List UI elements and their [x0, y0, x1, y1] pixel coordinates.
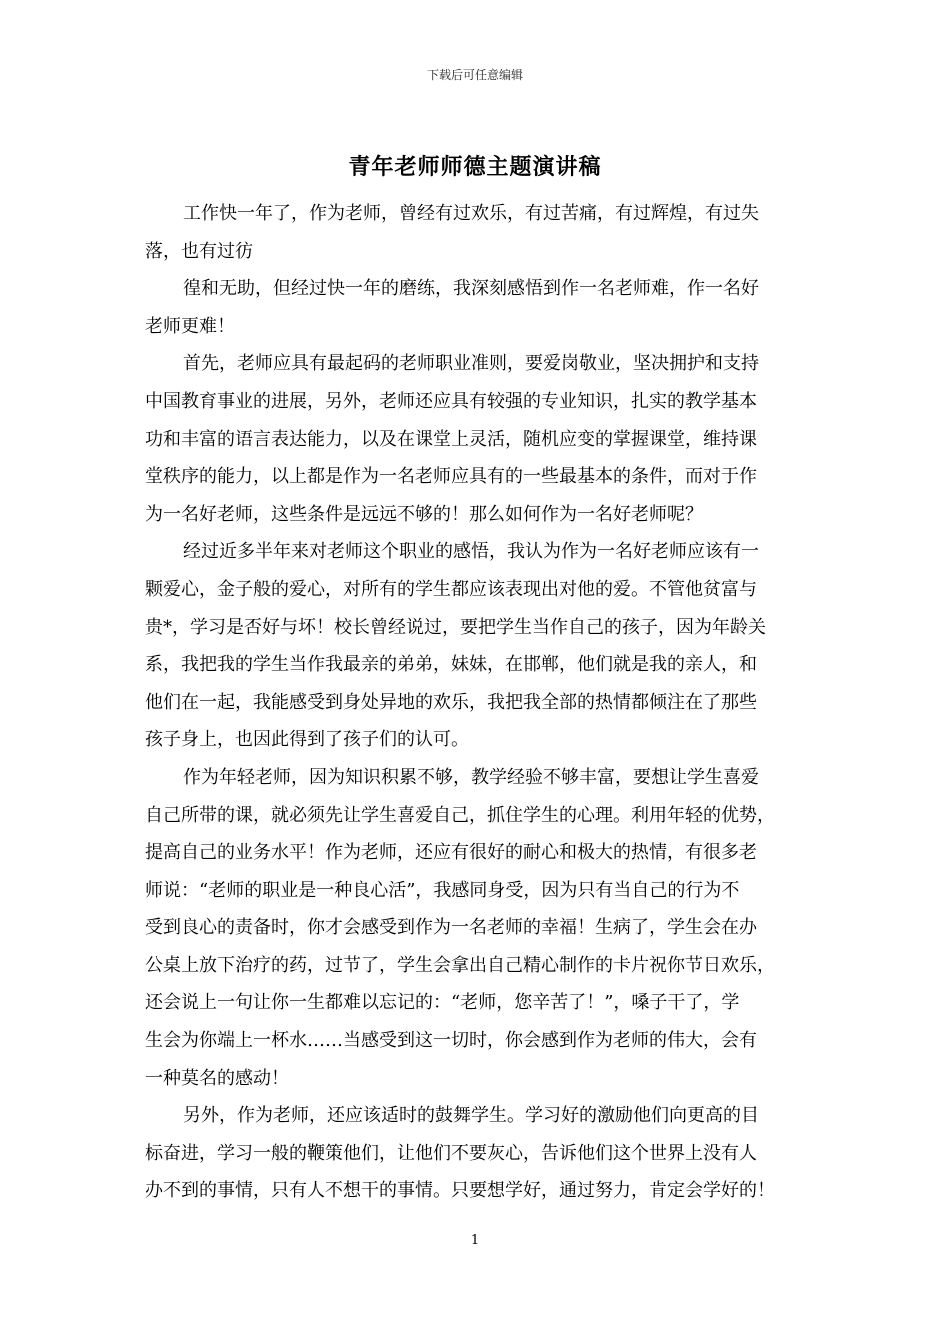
paragraph-line: 作为年轻老师，因为知识积累不够，教学经验不够丰富，要想让学生喜爱: [183, 766, 759, 788]
paragraph-line: 功和丰富的语言表达能力，以及在课堂上灵活，随机应变的掌握课堂，维持课: [145, 428, 757, 450]
paragraph-line: 徨和无助，但经过快一年的磨练，我深刻感悟到作一名老师难，作一名好: [183, 278, 759, 300]
paragraph-line: 系，我把我的学生当作我最亲的弟弟，妹妹，在邯郸，他们就是我的亲人，和: [145, 654, 757, 676]
paragraph-line: 颗爱心，金子般的爱心，对所有的学生都应该表现出对他的爱。不管他贫富与: [145, 578, 757, 600]
document-body: [145, 195, 821, 1210]
paragraph: [145, 345, 821, 533]
page-number: 1: [470, 1233, 480, 1248]
paragraph-line: 孩子身上，也因此得到了孩子们的认可。: [145, 729, 469, 751]
paragraph-line: 首先，老师应具有最起码的老师职业准则，要爱岗敬业，坚决拥护和支持: [183, 353, 759, 375]
paragraph: [145, 1097, 821, 1210]
paragraph: [145, 759, 821, 1097]
paragraph: [145, 195, 821, 270]
paragraph-line: 公桌上放下治疗的药，过节了，学生会拿出自己精心制作的卡片祝你节日欢乐，: [145, 954, 775, 976]
paragraph-line: 工作快一年了，作为老师，曾经有过欢乐，有过苦痛，有过辉煌，有过失: [183, 203, 759, 224]
paragraph-line: 师说：“老师的职业是一种良心活”，我感同身受，因为只有当自己的行为不: [145, 879, 740, 901]
paragraph-line: 办不到的事情，只有人不想干的事情。只要想学好，通过努力，肯定会学好的！: [145, 1180, 775, 1202]
paragraph-line: 老师更难！: [145, 315, 235, 337]
paragraph-line: 中国教育事业的进展，另外，老师还应具有较强的专业知识，扎实的教学基本: [145, 390, 757, 412]
document-title: 青年老师师德主题演讲稿: [348, 154, 602, 180]
header-note: 下载后可任意编辑: [426, 68, 523, 82]
paragraph-line: 一种莫名的感动！: [145, 1067, 289, 1089]
paragraph-line: 落，也有过彷: [145, 240, 253, 262]
paragraph-line: 受到良心的责备时，你才会感受到作为一名老师的幸福！生病了，学生会在办: [145, 917, 757, 939]
paragraph-line: 还会说上一句让你一生都难以忘记的：“老师，您辛苦了！”，嗓子干了，学: [145, 992, 740, 1014]
paragraph-line: 堂秩序的能力，以上都是作为一名老师应具有的一些最基本的条件，而对于作: [145, 466, 757, 488]
paragraph-line: 贵*，学习是否好与坏！校长曾经说过，要把学生当作自己的孩子，因为年龄关: [145, 616, 766, 638]
paragraph-line: 提高自己的业务水平！作为老师，还应有很好的耐心和极大的热情，有很多老: [145, 842, 757, 864]
paragraph-line: 另外，作为老师，还应该适时的鼓舞学生。学习好的激励他们向更高的目: [183, 1105, 759, 1127]
paragraph-line: 经过近多半年来对老师这个职业的感悟，我认为作为一名好老师应该有一: [183, 541, 759, 563]
paragraph-line: 生会为你端上一杯水……当感受到这一切时，你会感到作为老师的伟大，会有: [145, 1030, 757, 1052]
paragraph: [145, 270, 821, 345]
paragraph-line: 自己所带的课，就必须先让学生喜爱自己，抓住学生的心理。利用年轻的优势，: [145, 804, 775, 826]
paragraph-line: 他们在一起，我能感受到身处异地的欢乐，我把我全部的热情都倾注在了那些: [145, 691, 757, 713]
paragraph-line: 为一名好老师，这些条件是远远不够的！那么如何作为一名好老师呢？: [145, 503, 703, 525]
paragraph-line: 标奋进，学习一般的鞭策他们，让他们不要灰心，告诉他们这个世界上没有人: [145, 1142, 757, 1164]
paragraph: [145, 533, 821, 759]
